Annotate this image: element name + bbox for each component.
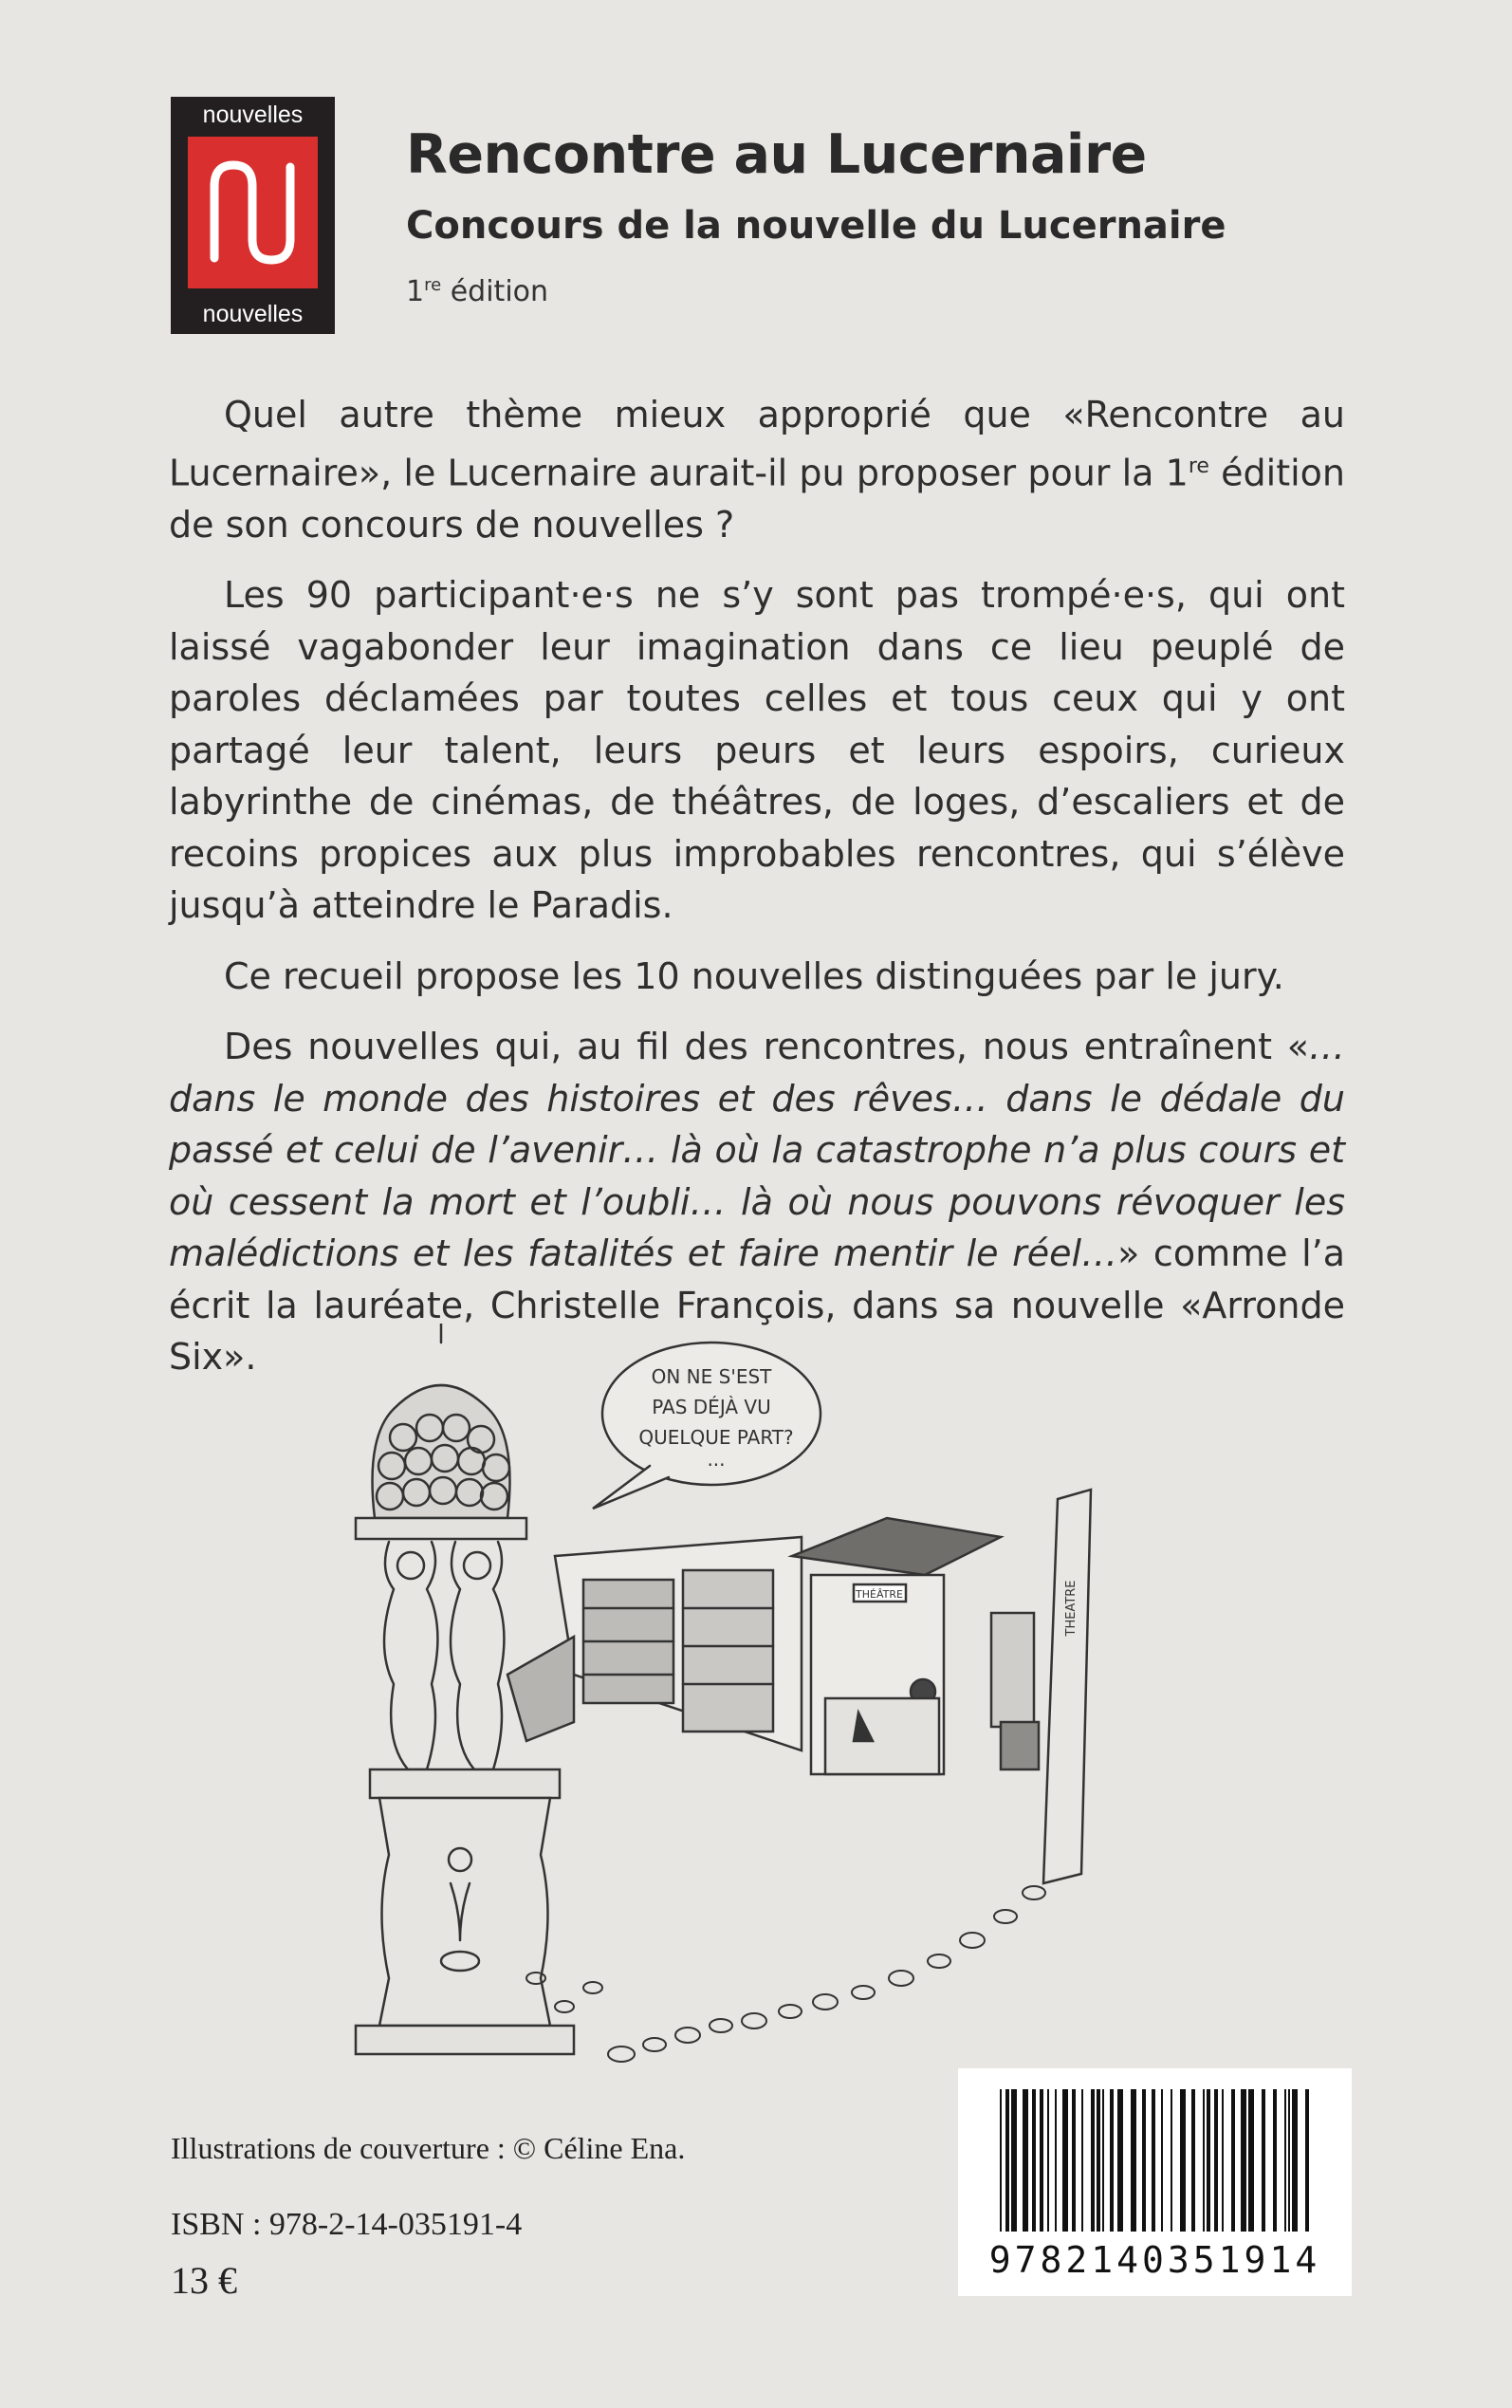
illustration-credit: Illustrations de couverture : © Céline Ena. <box>171 2131 686 2165</box>
barcode-bar <box>1231 2089 1235 2232</box>
blurb <box>169 389 1345 1402</box>
p4-text-b: » comme l’a écrit la lauréate, Christelle François, dans sa nouvelle «Arronde Six». <box>169 1232 1345 1379</box>
barcode-bar <box>1288 2089 1290 2232</box>
p4-quote: … dans le monde des histoires et des rêves… dans le dédale du passé et celui de l’avenir… là où la catastrophe n’a plus cours et où cessent la mort et l’oubli… là où nous pouvons révoquer les malédictions et les fatalités et faire mentir le réel… <box>169 1026 1345 1275</box>
logo-top-text: nouvelles <box>202 102 304 128</box>
barcode-number: 9782140351914 <box>988 2239 1321 2281</box>
barcode-bar <box>1000 2089 1002 2232</box>
book-subtitle: Concours de la nouvelle du Lucernaire <box>406 204 1226 248</box>
barcode-bar <box>1005 2089 1009 2232</box>
p1-ordinal: re <box>1188 454 1209 478</box>
edition-ordinal: re <box>424 275 442 295</box>
barcode-bar <box>1152 2089 1155 2232</box>
bookshop-booth <box>507 1537 802 1750</box>
logo-nu-mark <box>188 137 318 288</box>
barcode-bar <box>1214 2089 1218 2232</box>
cover-illustration <box>337 1324 1171 2092</box>
pillar-sign: THEATRE <box>1064 1580 1079 1637</box>
barcode-bar <box>1055 2089 1057 2232</box>
barcode-bar <box>1091 2089 1095 2232</box>
edition-word: édition <box>441 275 549 308</box>
caryatid-figures <box>384 1542 504 1769</box>
edition-label <box>406 275 548 308</box>
barcode-bar <box>1161 2089 1163 2232</box>
blurb-paragraph-3: Ce recueil propose les 10 nouvelles distinguées par le jury. <box>224 954 1284 997</box>
edition-number: 1 <box>406 275 425 308</box>
barcode-bar <box>1131 2089 1136 2232</box>
barcode-bar <box>1203 2089 1205 2232</box>
barcode-bar <box>1110 2089 1114 2232</box>
theatre-kiosk <box>792 1518 1001 1774</box>
fountain-dome <box>356 1324 526 1539</box>
barcode-bar <box>1102 2089 1104 2232</box>
cobblestones <box>526 1886 1045 2062</box>
barcode <box>958 2068 1352 2296</box>
logo-bottom-text: nouvelles <box>202 301 304 327</box>
barcode-bar <box>1097 2089 1100 2232</box>
barcode-bar <box>1248 2089 1254 2232</box>
barcode-bar <box>1262 2089 1265 2232</box>
barcode-bar <box>1072 2089 1076 2232</box>
barcode-bar <box>1142 2089 1146 2232</box>
barcode-bar <box>1117 2089 1123 2232</box>
publisher-logo <box>171 97 335 334</box>
barcode-bar <box>1207 2089 1210 2232</box>
speech-line-4: ... <box>707 1448 726 1471</box>
speech-line-1: ON NE S'EST <box>651 1365 772 1388</box>
barcode-bar <box>1305 2089 1309 2232</box>
barcode-bar <box>1222 2089 1224 2232</box>
p4-text-a: Des nouvelles qui, au fil des rencontres, nous entraînent « <box>224 1026 1309 1068</box>
barcode-bar <box>1241 2089 1246 2232</box>
blurb-paragraph-1 <box>169 389 1345 550</box>
barcode-bar <box>1023 2089 1028 2232</box>
barcode-bar <box>1047 2089 1049 2232</box>
barcode-bar <box>1180 2089 1186 2232</box>
theatre-pillar <box>991 1490 1091 1883</box>
barcode-bar <box>1284 2089 1286 2232</box>
speech-line-3: QUELQUE PART? <box>638 1426 794 1449</box>
fountain-pedestal <box>356 1769 574 2054</box>
p1-text-b: édition de son concours de nouvelles ? <box>169 452 1345 546</box>
barcode-bar <box>1040 2089 1043 2232</box>
price: 13 € <box>171 2259 237 2302</box>
barcode-bar <box>1062 2089 1068 2232</box>
barcode-bar <box>1191 2089 1195 2232</box>
speech-line-2: PAS DÉJÀ VU <box>652 1396 771 1418</box>
barcode-bar <box>1273 2089 1277 2232</box>
barcode-bar <box>1011 2089 1017 2232</box>
barcode-bar <box>1081 2089 1083 2232</box>
barcode-bar <box>1292 2089 1298 2232</box>
kiosk-sign: THÉÂTRE <box>856 1588 903 1601</box>
p1-text-a: Quel autre thème mieux approprié que «Rencontre au Lucernaire», le Lucernaire aurait-il pu proposer pour la 1 <box>169 394 1345 494</box>
barcode-bar <box>1171 2089 1172 2232</box>
book-title: Rencontre au Lucernaire <box>406 123 1147 186</box>
barcode-bar <box>1032 2089 1036 2232</box>
barcode-bars <box>996 2089 1314 2232</box>
isbn: ISBN : 978-2-14-035191-4 <box>171 2207 523 2242</box>
blurb-paragraph-2: Les 90 participant·e·s ne s’y sont pas trompé·e·s, qui ont laissé vagabonder leur imagination dans ce lieu peuplé de paroles déclamées par toutes celles et tous ceux qui y ont partagé leur talent, leurs peurs et leurs espoirs, curieux labyrinthe de cinémas, de théâtres, de loges, d’escaliers et de recoins propices aux plus improbables rencontres, qui s’élève jusqu’à atteindre le Paradis. <box>169 574 1345 927</box>
